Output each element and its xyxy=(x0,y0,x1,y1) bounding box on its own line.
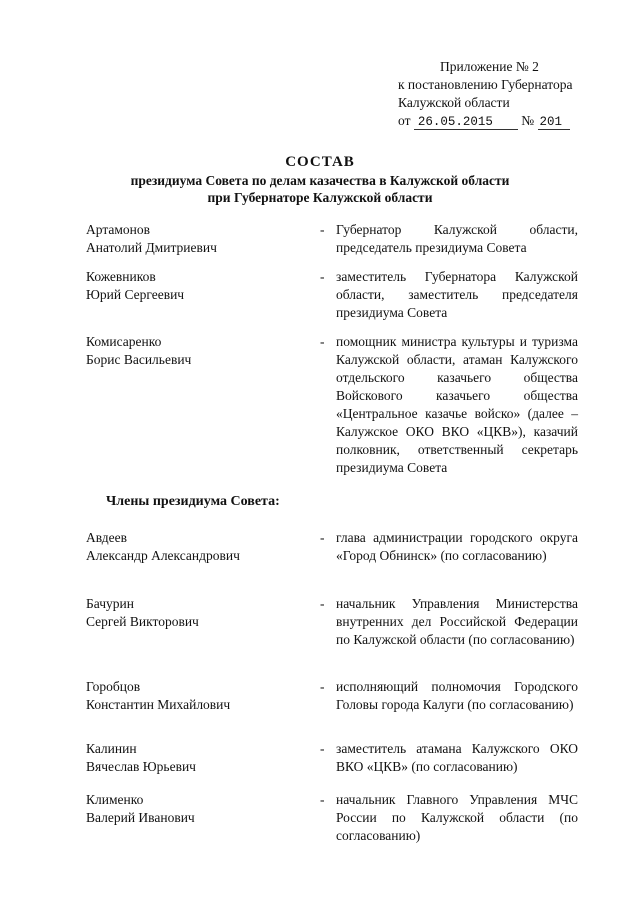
person-role: начальник Управления Министерства внутренних дел Российской Федерации по Калужской области (по согласованию) xyxy=(336,596,578,647)
title-main: СОСТАВ xyxy=(285,154,355,170)
person-role: заместитель Губернатора Калужской области, заместитель председателя президиума Совета xyxy=(336,269,578,320)
appendix-region-line: Калужской области xyxy=(398,95,510,110)
person-name xyxy=(86,678,306,714)
person-name xyxy=(86,333,306,369)
dash-separator: - xyxy=(320,530,325,545)
document-title xyxy=(0,152,640,206)
dash-separator: - xyxy=(320,334,325,349)
person-given-name: Вячеслав Юрьевич xyxy=(86,759,196,774)
person-name xyxy=(86,791,306,827)
person-surname: Калинин xyxy=(86,741,137,756)
person-name xyxy=(86,595,306,631)
person-name xyxy=(86,740,306,776)
appendix-date-line xyxy=(398,112,598,130)
person-role: Губернатор Калужской области, председатель президиума Совета xyxy=(336,222,578,255)
person-role: начальник Главного Управления МЧС России по Калужской области (по согласованию) xyxy=(336,792,578,843)
person-given-name: Борис Васильевич xyxy=(86,352,192,367)
person-surname: Комисаренко xyxy=(86,334,162,349)
dash-separator: - xyxy=(320,741,325,756)
person-surname: Авдеев xyxy=(86,530,128,545)
title-subtitle-1: президиума Совета по делам казачества в Калужской области xyxy=(130,173,510,188)
person-given-name: Сергей Викторович xyxy=(86,614,199,629)
person-name xyxy=(86,529,306,565)
from-label: от xyxy=(398,113,411,128)
title-subtitle-2: при Губернаторе Калужской области xyxy=(207,190,433,205)
person-surname: Горобцов xyxy=(86,679,141,694)
person-surname: Кожевников xyxy=(86,269,156,284)
number-label: № xyxy=(521,113,535,128)
dash-separator: - xyxy=(320,679,325,694)
person-given-name: Константин Михайлович xyxy=(86,697,231,712)
person-surname: Артамонов xyxy=(86,222,151,237)
appendix-header xyxy=(398,58,598,130)
dash-separator: - xyxy=(320,596,325,611)
person-role: помощник министра культуры и туризма Калужской области, атаман Калужского отдельского казачьего общества Войскового казачьего общества «Центральное казачье войско» (далее – Калужское ОКО ВКО «ЦКВ»), казачий полковник, ответственный секретарь президиума Совета xyxy=(336,334,578,475)
person-surname: Бачурин xyxy=(86,596,134,611)
person-role: глава администрации городского округа «Город Обнинск» (по согласованию) xyxy=(336,530,578,563)
person-role: исполняющий полномочия Городского Головы города Калуги (по согласованию) xyxy=(336,679,578,712)
person-name xyxy=(86,221,306,257)
person-given-name: Юрий Сергеевич xyxy=(86,287,185,302)
person-role: заместитель атамана Калужского ОКО ВКО «ЦКВ» (по согласованию) xyxy=(336,741,578,774)
person-surname: Клименко xyxy=(86,792,144,807)
dash-separator: - xyxy=(320,222,325,237)
person-name xyxy=(86,268,306,304)
resolution-number: 201 xyxy=(538,115,570,130)
resolution-date: 26.05.2015 xyxy=(414,115,518,130)
appendix-resolution-line: к постановлению Губернатора xyxy=(398,77,573,92)
dash-separator: - xyxy=(320,269,325,284)
appendix-title: Приложение № 2 xyxy=(440,59,539,74)
person-given-name: Александр Александрович xyxy=(86,548,240,563)
person-given-name: Валерий Иванович xyxy=(86,810,195,825)
person-given-name: Анатолий Дмитриевич xyxy=(86,240,217,255)
dash-separator: - xyxy=(320,792,325,807)
members-heading: Члены президиума Совета: xyxy=(106,494,280,509)
